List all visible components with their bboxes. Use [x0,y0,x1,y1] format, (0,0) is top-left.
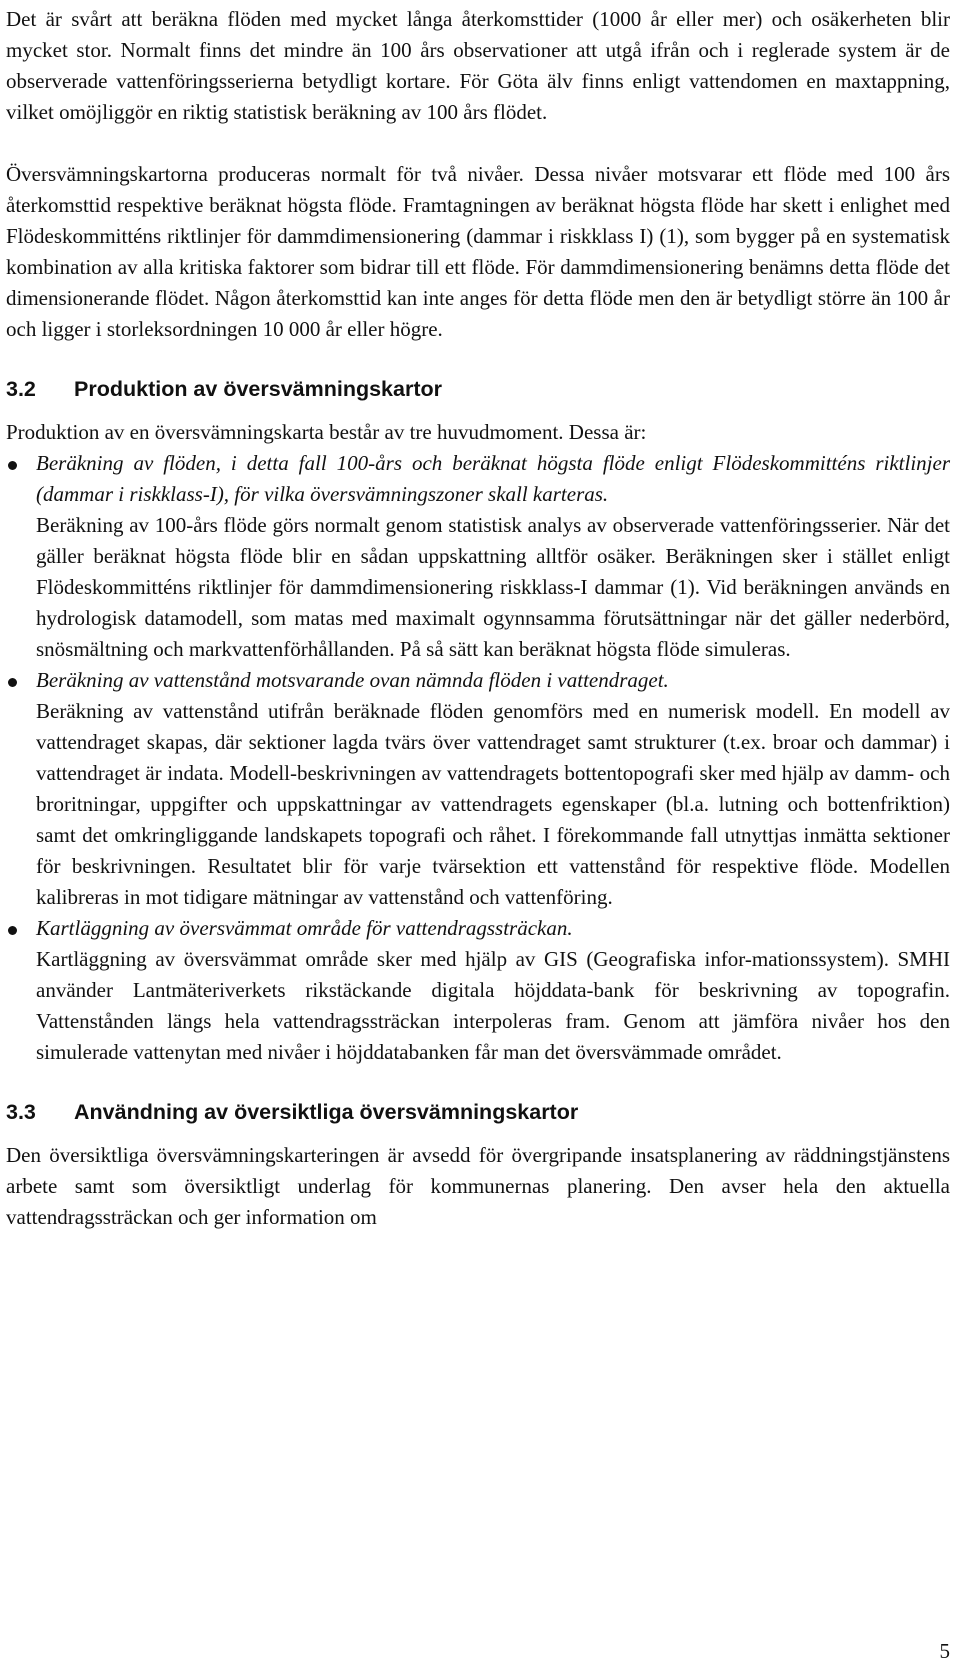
list-item [6,448,950,665]
bullet-list [6,448,950,1068]
section-intro: Produktion av en översvämningskarta består av tre huvudmoment. Dessa är: [6,420,647,444]
bullet-heading: Beräkning av flöden, i detta fall 100-års och beräknat högsta flöde enligt Flödeskommitténs riktlinjer (dammar i riskklass-I), för vilka översvämningszoner skall karteras. [36,451,950,506]
section-body: Den översiktliga översvämningskarteringen är avsedd för övergripande insatsplanering av räddningstjänstens arbete samt som översiktligt underlag för kommunernas planering. Den avser hela den aktuella vattendragssträckan och ger information om [6,1143,950,1229]
bullet-body: Kartläggning av översvämmat område sker med hjälp av GIS (Geografiska infor-mationssystem). SMHI använder Lantmäteriverkets rikstäckande digitala höjddata-bank för beskrivning av topografin. Vattenstånden längs hela vattendragssträckan interpoleras fram. Genom att jämföra nivåer hos den simulerade vattenytan med nivåer i höjddatabanken får man det översvämmade området. [36,947,950,1064]
page-content [6,4,950,1233]
paragraph-flood-map-levels: Översvämningskartorna produceras normalt för två nivåer. Dessa nivåer motsvarar ett flöde med 100 års återkomsttid respektive beräknat högsta flöde. Framtagningen av beräknat högsta flöde har skett i enlighet med Flödeskommitténs riktlinjer för dammdimensionering (dammar i riskklass I) (1), som bygger på en systematisk kombination av alla kritiska faktorer som bidrar till ett flöde. För dammdimensionering benämns detta flöde det dimensionerande flödet. Någon återkomsttid kan inte anges för detta flöde men den är betydligt större än 100 år och ligger i storleksordningen 10 000 år eller högre. [6,162,950,341]
paragraph-spacer [6,128,950,159]
bullet-icon [8,461,17,470]
page-number: 5 [939,1639,950,1663]
bullet-heading: Beräkning av vattenstånd motsvarande ovan nämnda flöden i vattendraget. [36,668,669,692]
paragraph-flow-calculation: Det är svårt att beräkna flöden med mycket långa återkomsttider (1000 år eller mer) och osäkerheten blir mycket stor. Normalt finns det mindre än 100 års observationer att utgå ifrån och i reglerade system är de observerade vattenföringsserierna betydligt kortare. För Göta älv finns enligt vattendomen en maxtappning, vilket omöjliggör en riktig statistisk beräkning av 100 års flödet. [6,7,950,124]
bullet-body: Beräkning av vattenstånd utifrån beräknade flöden genomförs med en numerisk modell. En modell av vattendraget skapas, där sektioner lagda tvärs över vattendraget samt strukturer (t.ex. broar och dammar) i vattendraget är indata. Modell-beskrivningen av vattendragets bottentopografi sker med hjälp av damm- och broritningar, uppgifter och uppskattningar av vattendragets egenskaper (bl.a. lutning och bottenfriktion) samt det omkringliggande landskapets topografi och råhet. I förekommande fall utnyttjas inmätta sektioner för beskrivningen. Resultatet blir för varje tvärsektion ett vattenstånd för respektive flöde. Modellen kalibreras in mot tidigare mätningar av vattenstånd och vattenföring. [36,699,950,909]
bullet-heading: Kartläggning av översvämmat område för vattendragssträckan. [36,916,573,940]
section-number: 3.2 [6,377,36,401]
list-item [6,665,950,913]
section-title: Produktion av översvämningskartor [74,377,442,401]
section-title: Användning av översiktliga översvämningskartor [74,1100,579,1124]
section-number: 3.3 [6,1100,36,1124]
bullet-icon [8,678,17,687]
list-item [6,913,950,1068]
section-heading-3-2 [6,375,950,403]
section-heading-3-3 [6,1098,950,1126]
bullet-body: Beräkning av 100-års flöde görs normalt genom statistisk analys av observerade vattenföringsserier. När det gäller beräknat högsta flöde blir en sådan uppskattning alltför osäker. Beräkningen sker i stället enligt Flödeskommitténs riktlinjer för dammdimensionering riskklass-I dammar (1). Vid beräkningen används en hydrologisk datamodell, som matas med maximalt ogynnsamma förutsättningar när det gäller nederbörd, snösmältning och markvattenförhållanden. På så sätt kan beräknat högsta flöde simuleras. [36,513,950,661]
bullet-icon [8,926,17,935]
